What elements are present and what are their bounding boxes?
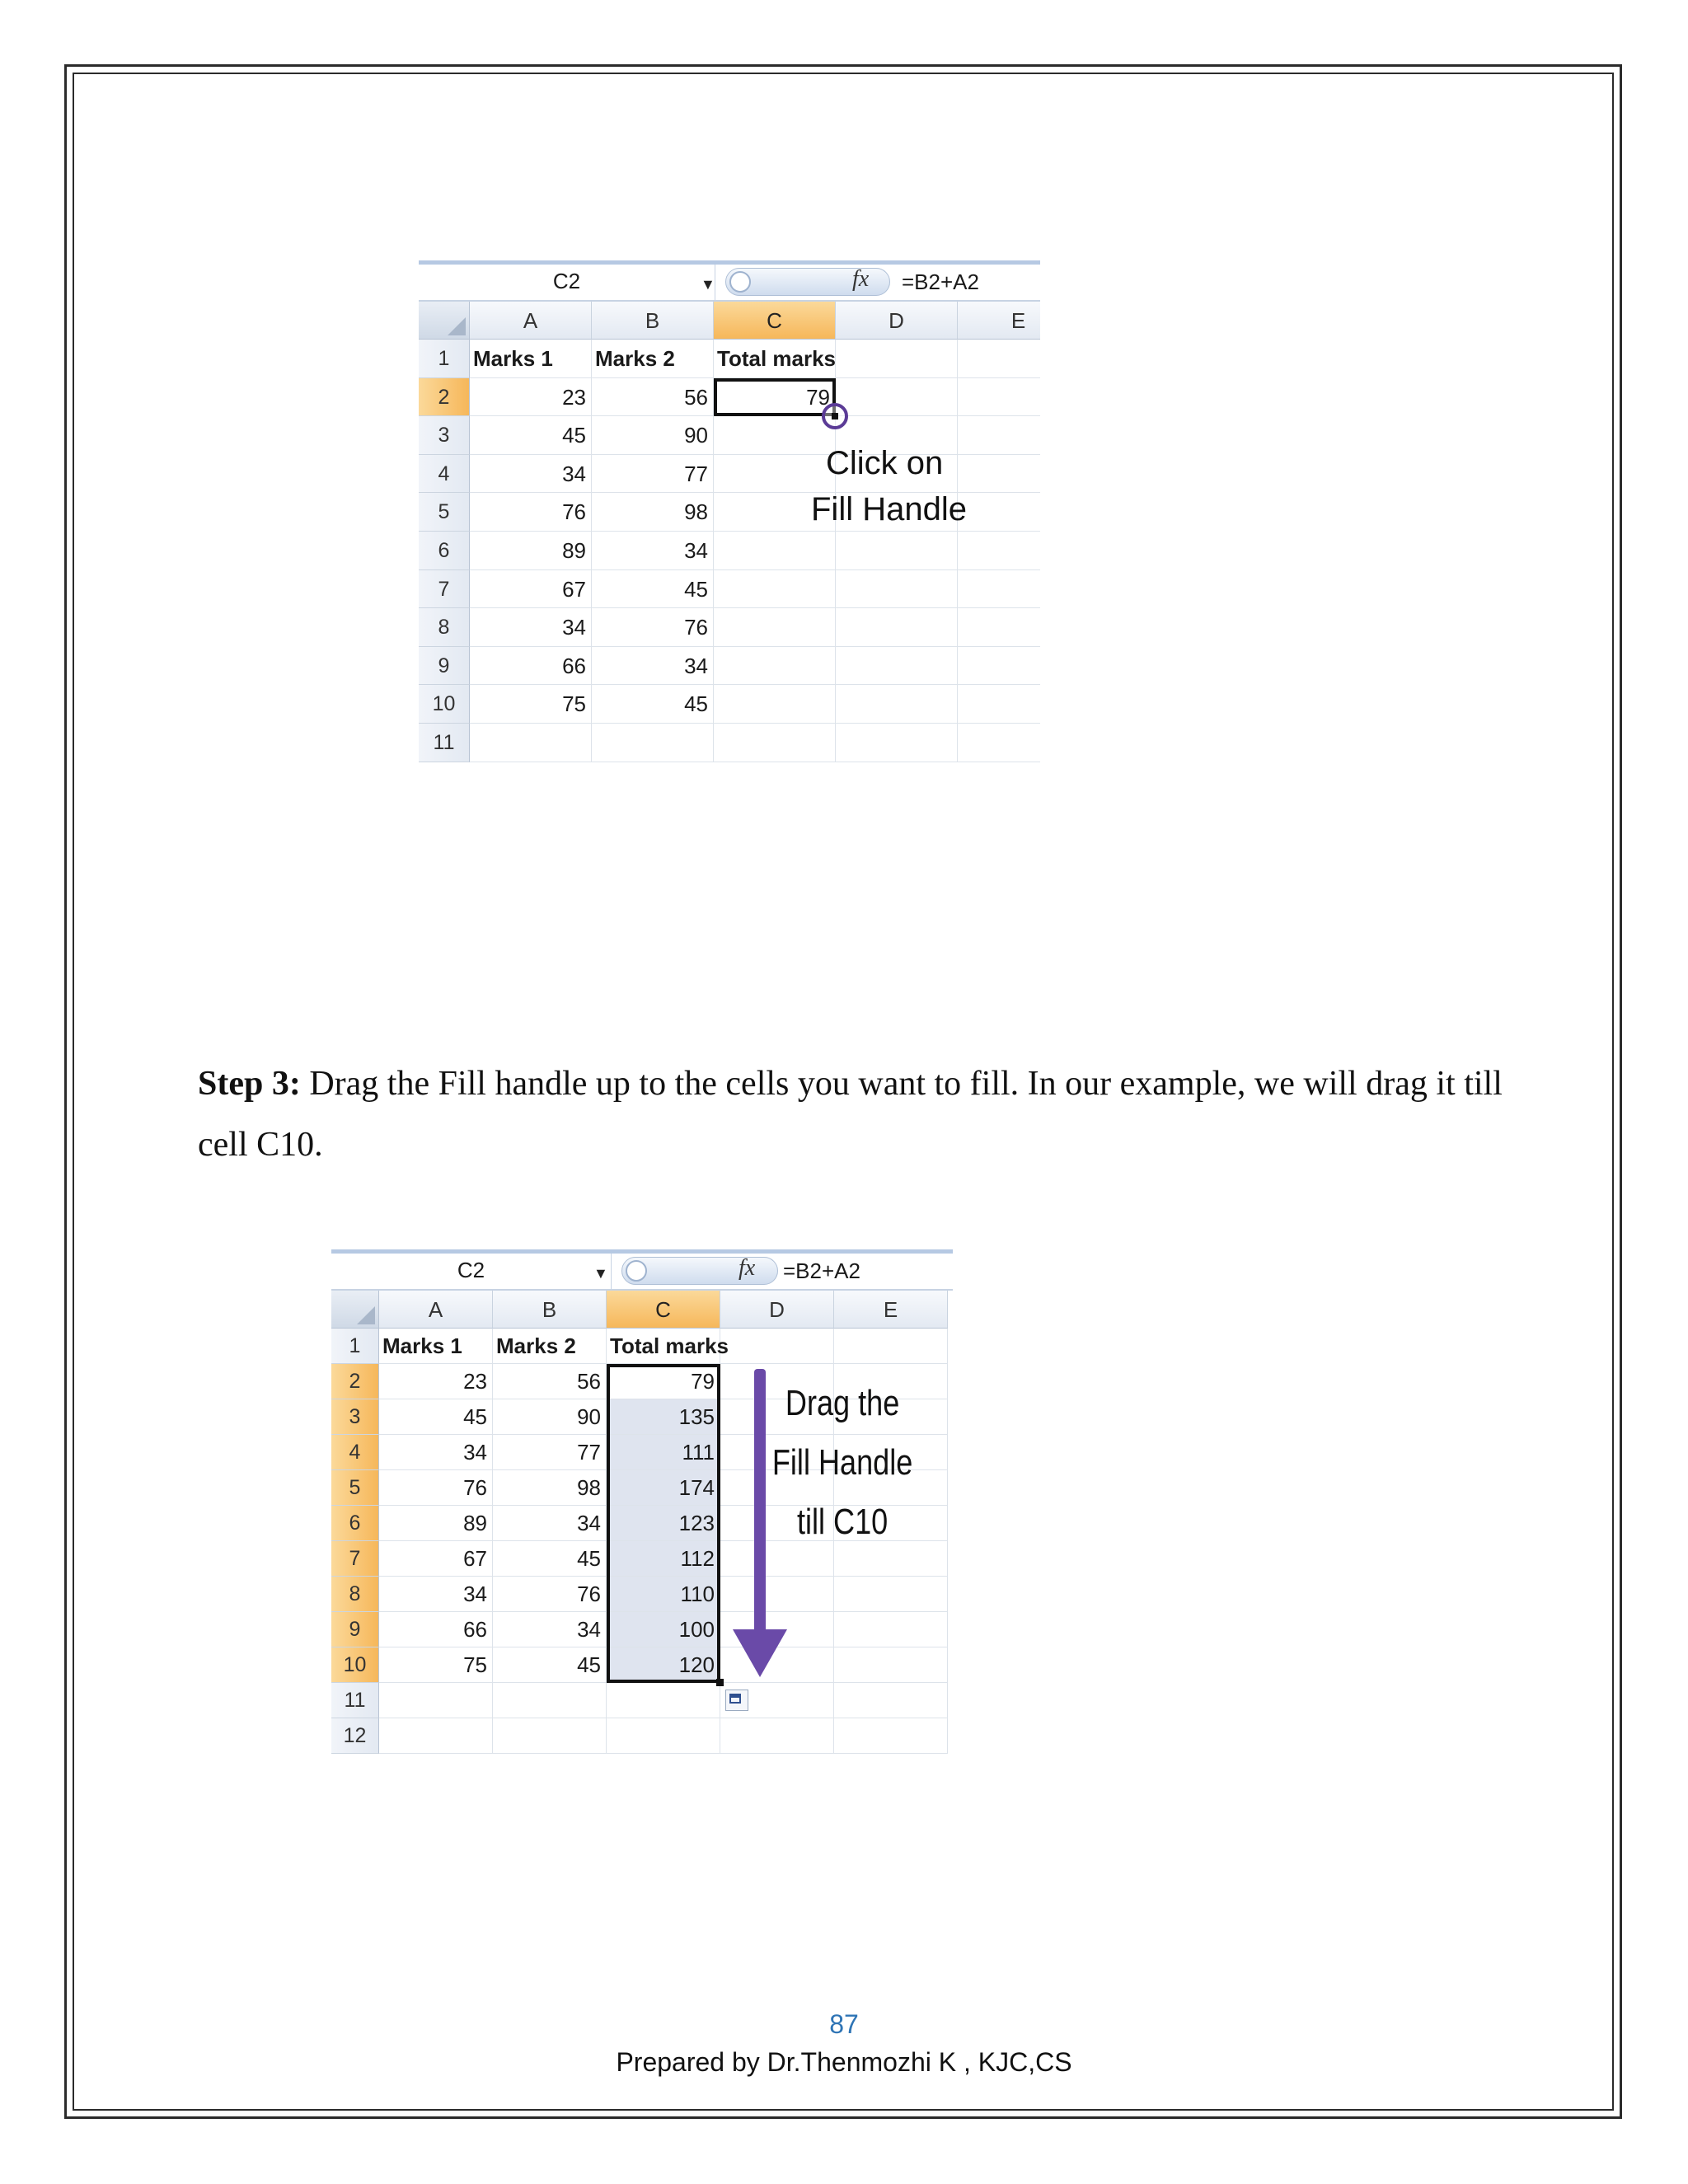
name-box-value: C2 bbox=[457, 1258, 485, 1282]
fx-icon[interactable]: fx bbox=[738, 1255, 756, 1281]
cell-a5[interactable]: 76 bbox=[470, 493, 592, 532]
cell-c11[interactable] bbox=[607, 1683, 720, 1718]
row-header-4[interactable]: 4 bbox=[419, 455, 470, 494]
row-header-1[interactable]: 1 bbox=[419, 340, 470, 378]
dropdown-arrow-icon[interactable]: ▼ bbox=[701, 276, 715, 293]
cell-c9[interactable]: 100 bbox=[607, 1612, 720, 1647]
cell-c10[interactable] bbox=[714, 685, 836, 724]
column-header-c[interactable]: C bbox=[607, 1291, 720, 1329]
fill-handle-circle-icon[interactable] bbox=[822, 403, 848, 429]
name-box-value: C2 bbox=[552, 269, 581, 293]
cell-c7[interactable] bbox=[714, 570, 836, 609]
cell-e10[interactable] bbox=[958, 685, 1040, 724]
cell-c1[interactable]: Total marks bbox=[607, 1329, 720, 1364]
cell-a3[interactable]: 45 bbox=[379, 1399, 493, 1435]
cell-b1[interactable]: Marks 2 bbox=[592, 340, 714, 378]
cell-b8[interactable]: 76 bbox=[592, 608, 714, 647]
cell-a7[interactable]: 67 bbox=[379, 1541, 493, 1577]
cell-a8[interactable]: 34 bbox=[470, 608, 592, 647]
cell-b9[interactable]: 34 bbox=[592, 647, 714, 686]
select-all-corner[interactable] bbox=[419, 302, 470, 340]
row-header-8[interactable]: 8 bbox=[331, 1577, 379, 1612]
cell-b1[interactable]: Marks 2 bbox=[493, 1329, 607, 1364]
select-all-triangle-icon bbox=[357, 1306, 375, 1324]
cell-c7[interactable]: 112 bbox=[607, 1541, 720, 1577]
cell-e10[interactable] bbox=[834, 1647, 948, 1683]
cell-e11[interactable] bbox=[834, 1683, 948, 1718]
select-all-triangle-icon bbox=[448, 317, 466, 335]
formula-bar bbox=[419, 260, 1040, 302]
cell-d1[interactable] bbox=[720, 1329, 834, 1364]
cell-c5[interactable]: 174 bbox=[607, 1470, 720, 1506]
cell-b12[interactable] bbox=[493, 1718, 607, 1754]
cell-a2[interactable]: 23 bbox=[470, 378, 592, 417]
cell-a12[interactable] bbox=[379, 1718, 493, 1754]
cell-e1[interactable] bbox=[958, 340, 1040, 378]
cell-a1[interactable]: Marks 1 bbox=[470, 340, 592, 378]
cell-a10[interactable]: 75 bbox=[379, 1647, 493, 1683]
dropdown-arrow-icon[interactable]: ▼ bbox=[593, 1265, 608, 1282]
cell-c12[interactable] bbox=[607, 1718, 720, 1754]
cell-b4[interactable]: 77 bbox=[592, 455, 714, 494]
drag-arrow-head-icon bbox=[733, 1629, 787, 1677]
cell-c1[interactable]: Total marks bbox=[714, 340, 836, 378]
cell-e4[interactable] bbox=[958, 455, 1040, 494]
cell-a11[interactable] bbox=[379, 1683, 493, 1718]
cell-a9[interactable]: 66 bbox=[470, 647, 592, 686]
page-number: 87 bbox=[829, 2009, 859, 2039]
fx-icon[interactable]: fx bbox=[852, 266, 870, 292]
cell-e6[interactable] bbox=[958, 532, 1040, 570]
cell-c2[interactable]: 79 bbox=[607, 1364, 720, 1399]
cell-a9[interactable]: 66 bbox=[379, 1612, 493, 1647]
cell-e3[interactable] bbox=[958, 416, 1040, 455]
cell-b10[interactable]: 45 bbox=[493, 1647, 607, 1683]
cell-b11[interactable] bbox=[493, 1683, 607, 1718]
cell-b2[interactable]: 56 bbox=[493, 1364, 607, 1399]
step-label: Step 3: bbox=[198, 1065, 301, 1103]
cell-e9[interactable] bbox=[834, 1612, 948, 1647]
cancel-circle-icon[interactable] bbox=[729, 271, 751, 293]
cell-c4[interactable]: 111 bbox=[607, 1435, 720, 1470]
cancel-circle-icon[interactable] bbox=[626, 1260, 647, 1282]
excel-screenshot-click-fill-handle bbox=[419, 260, 1040, 771]
cell-e5[interactable] bbox=[958, 493, 1040, 532]
column-header-a[interactable]: A bbox=[470, 302, 592, 340]
column-header-b[interactable]: B bbox=[493, 1291, 607, 1329]
cell-d10[interactable] bbox=[836, 685, 958, 724]
row-header-10[interactable]: 10 bbox=[419, 685, 470, 724]
cell-b8[interactable]: 76 bbox=[493, 1577, 607, 1612]
row-header-11[interactable]: 11 bbox=[419, 724, 470, 762]
row-header-2[interactable]: 2 bbox=[331, 1364, 379, 1399]
active-cell-border-c2[interactable] bbox=[714, 378, 836, 417]
cell-d7[interactable] bbox=[836, 570, 958, 609]
column-header-c[interactable]: C bbox=[714, 302, 836, 340]
column-header-a[interactable]: A bbox=[379, 1291, 493, 1329]
cell-c8[interactable] bbox=[714, 608, 836, 647]
step-3-paragraph bbox=[198, 1053, 1517, 1175]
footer-credit: Prepared by Dr.Thenmozhi K , KJC,CS bbox=[616, 2047, 1072, 2077]
cell-a4[interactable]: 34 bbox=[379, 1435, 493, 1470]
cell-a11[interactable] bbox=[470, 724, 592, 762]
cell-b5[interactable]: 98 bbox=[592, 493, 714, 532]
cell-e7[interactable] bbox=[958, 570, 1040, 609]
cell-a1[interactable]: Marks 1 bbox=[379, 1329, 493, 1364]
cell-a8[interactable]: 34 bbox=[379, 1577, 493, 1612]
formula-bar bbox=[331, 1249, 953, 1291]
row-header-3[interactable]: 3 bbox=[419, 416, 470, 455]
excel-screenshot-drag-fill-handle bbox=[331, 1249, 953, 1765]
row-header-3[interactable]: 3 bbox=[331, 1399, 379, 1435]
cell-c3[interactable]: 135 bbox=[607, 1399, 720, 1435]
annotation-line: Fill Handle bbox=[811, 491, 967, 527]
row-header-12[interactable]: 12 bbox=[331, 1718, 379, 1754]
row-header-7[interactable]: 7 bbox=[331, 1541, 379, 1577]
annotation-line: Click on bbox=[826, 445, 944, 481]
auto-fill-options-icon[interactable] bbox=[725, 1690, 748, 1711]
formula-text[interactable]: =B2+A2 bbox=[783, 1258, 860, 1283]
cell-a6[interactable]: 89 bbox=[470, 532, 592, 570]
annotation-drag-fill-handle bbox=[771, 1374, 913, 1552]
cell-e8[interactable] bbox=[834, 1577, 948, 1612]
cell-b3[interactable]: 90 bbox=[592, 416, 714, 455]
cell-b3[interactable]: 90 bbox=[493, 1399, 607, 1435]
cell-b6[interactable]: 34 bbox=[592, 532, 714, 570]
cell-d2[interactable] bbox=[836, 378, 958, 417]
cell-e12[interactable] bbox=[834, 1718, 948, 1754]
row-header-6[interactable]: 6 bbox=[331, 1506, 379, 1541]
step-text: Drag the Fill handle up to the cells you want to fill. In our example, we will drag it till cell C10. bbox=[198, 1065, 1503, 1164]
cell-e8[interactable] bbox=[958, 608, 1040, 647]
annotation-line: Fill Handle bbox=[771, 1442, 913, 1483]
cell-b11[interactable] bbox=[592, 724, 714, 762]
cell-a4[interactable]: 34 bbox=[470, 455, 592, 494]
fill-handle-square-icon bbox=[832, 413, 838, 419]
cell-d12[interactable] bbox=[720, 1718, 834, 1754]
column-header-d[interactable]: D bbox=[720, 1291, 834, 1329]
cell-a5[interactable]: 76 bbox=[379, 1470, 493, 1506]
row-header-5[interactable]: 5 bbox=[331, 1470, 379, 1506]
cell-d9[interactable] bbox=[836, 647, 958, 686]
cell-c9[interactable] bbox=[714, 647, 836, 686]
row-header-7[interactable]: 7 bbox=[419, 570, 470, 609]
row-header-11[interactable]: 11 bbox=[331, 1683, 379, 1718]
cell-d11[interactable] bbox=[836, 724, 958, 762]
cell-b5[interactable]: 98 bbox=[493, 1470, 607, 1506]
cell-a10[interactable]: 75 bbox=[470, 685, 592, 724]
cell-a2[interactable]: 23 bbox=[379, 1364, 493, 1399]
cell-b6[interactable]: 34 bbox=[493, 1506, 607, 1541]
row-header-2[interactable]: 2 bbox=[419, 378, 470, 417]
row-header-6[interactable]: 6 bbox=[419, 532, 470, 570]
cell-d8[interactable] bbox=[836, 608, 958, 647]
cell-b7[interactable]: 45 bbox=[493, 1541, 607, 1577]
column-header-e[interactable]: E bbox=[958, 302, 1040, 340]
row-header-4[interactable]: 4 bbox=[331, 1435, 379, 1470]
cell-e9[interactable] bbox=[958, 647, 1040, 686]
cell-d1[interactable] bbox=[836, 340, 958, 378]
cell-a3[interactable]: 45 bbox=[470, 416, 592, 455]
cell-c2[interactable]: 79 bbox=[714, 378, 836, 417]
row-header-9[interactable]: 9 bbox=[331, 1612, 379, 1647]
cell-c6[interactable]: 123 bbox=[607, 1506, 720, 1541]
row-header-9[interactable]: 9 bbox=[419, 647, 470, 686]
column-header-d[interactable]: D bbox=[836, 302, 958, 340]
cell-c11[interactable] bbox=[714, 724, 836, 762]
annotation-line: till C10 bbox=[796, 1502, 889, 1542]
cell-e11[interactable] bbox=[958, 724, 1040, 762]
cell-d6[interactable] bbox=[836, 532, 958, 570]
row-header-10[interactable]: 10 bbox=[331, 1647, 379, 1683]
cell-a7[interactable]: 67 bbox=[470, 570, 592, 609]
name-box[interactable] bbox=[331, 1254, 612, 1289]
annotation-click-fill-handle bbox=[811, 440, 967, 532]
cell-a6[interactable]: 89 bbox=[379, 1506, 493, 1541]
cell-b2[interactable]: 56 bbox=[592, 378, 714, 417]
annotation-line: Drag the bbox=[785, 1383, 900, 1423]
cell-d8[interactable] bbox=[720, 1577, 834, 1612]
drag-arrow-shaft bbox=[754, 1369, 766, 1636]
row-header-5[interactable]: 5 bbox=[419, 493, 470, 532]
row-header-1[interactable]: 1 bbox=[331, 1329, 379, 1364]
row-header-8[interactable]: 8 bbox=[419, 608, 470, 647]
auto-fill-grid-icon bbox=[729, 1694, 741, 1704]
cell-e1[interactable] bbox=[834, 1329, 948, 1364]
name-box[interactable] bbox=[419, 265, 715, 300]
fill-handle-square-icon[interactable] bbox=[716, 1679, 724, 1686]
cell-c10[interactable]: 120 bbox=[607, 1647, 720, 1683]
cell-b9[interactable]: 34 bbox=[493, 1612, 607, 1647]
fill-range-border-c2-c10[interactable] bbox=[607, 1364, 720, 1683]
cell-c8[interactable]: 110 bbox=[607, 1577, 720, 1612]
cell-b10[interactable]: 45 bbox=[592, 685, 714, 724]
cell-c6[interactable] bbox=[714, 532, 836, 570]
column-header-b[interactable]: B bbox=[592, 302, 714, 340]
cell-b7[interactable]: 45 bbox=[592, 570, 714, 609]
cell-b4[interactable]: 77 bbox=[493, 1435, 607, 1470]
cell-e2[interactable] bbox=[958, 378, 1040, 417]
select-all-corner[interactable] bbox=[331, 1291, 379, 1329]
column-header-e[interactable]: E bbox=[834, 1291, 948, 1329]
formula-text[interactable]: =B2+A2 bbox=[902, 269, 979, 294]
